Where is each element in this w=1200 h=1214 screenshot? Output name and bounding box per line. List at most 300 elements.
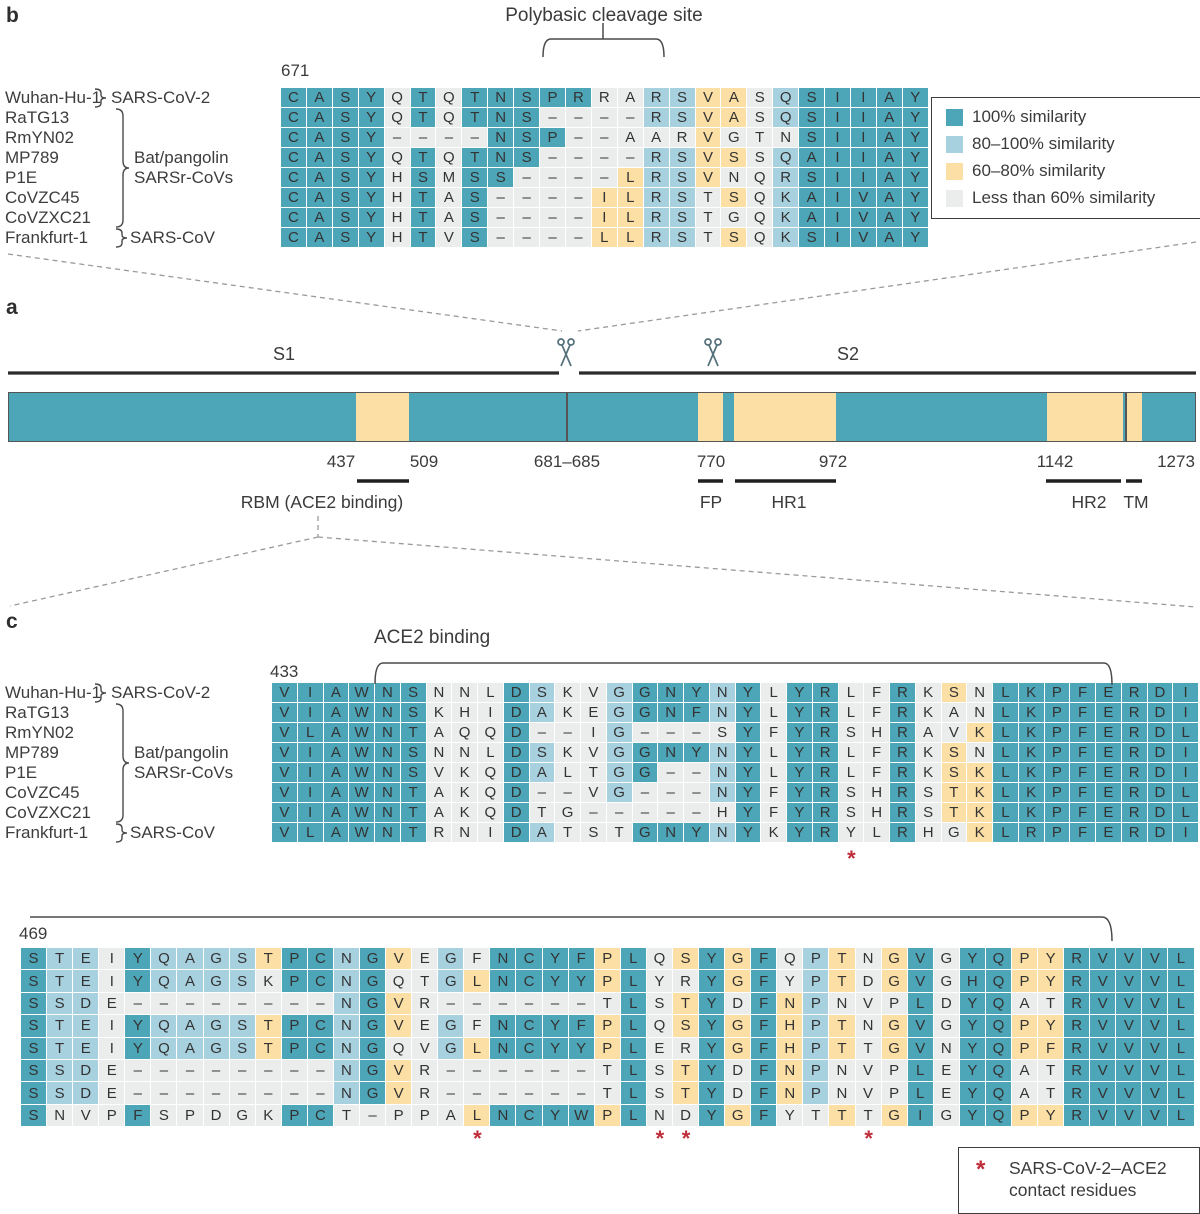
residue-cell: N (773, 128, 798, 147)
residue-cell: I (478, 823, 503, 842)
residue-cell: – (151, 1082, 176, 1103)
residue-cell: L (908, 1082, 933, 1103)
residue-cell: L (839, 683, 864, 702)
ace2-bracket-block2 (30, 917, 1112, 941)
residue-cell: N (710, 683, 735, 702)
residue-cell: I (1173, 683, 1198, 702)
residue-cell: L (761, 703, 786, 722)
residue-cell: T (829, 1038, 854, 1059)
residue-cell: Y (736, 783, 761, 802)
residue-cell: V (1090, 970, 1115, 991)
s2-label: S2 (836, 344, 860, 364)
residue-cell: Y (699, 1082, 724, 1103)
residue-cell: L (1168, 1015, 1193, 1036)
residue-cell: S (333, 208, 358, 227)
residue-cell: T (595, 993, 620, 1014)
residue-cell: P (1045, 683, 1070, 702)
residue-cell: A (877, 188, 902, 207)
legend-label: 80–100% similarity (972, 134, 1115, 153)
residue-cell: Y (1038, 948, 1063, 969)
residue-cell: V (1142, 948, 1167, 969)
residue-cell: T (856, 1105, 881, 1126)
spike-bar-divider (1125, 393, 1127, 441)
residue-cell: V (272, 783, 297, 802)
dashed-connector-b-left (8, 254, 562, 331)
residue-cell: T (411, 108, 436, 127)
residue-cell: V (272, 803, 297, 822)
residue-cell: R (644, 88, 669, 107)
residue-cell: S (151, 1105, 176, 1126)
residue-cell: P (1012, 970, 1037, 991)
residue-cell: K (555, 743, 580, 762)
residue-cell: T (1038, 993, 1063, 1014)
residue-cell: A (877, 128, 902, 147)
residue-cell: S (333, 148, 358, 167)
residue-cell: A (877, 88, 902, 107)
residue-cell: C (516, 1038, 541, 1059)
residue-cell: C (281, 208, 306, 227)
residue-cell: L (621, 948, 646, 969)
sequence-name-label: RmYN02 (5, 723, 74, 742)
residue-cell: P (1045, 763, 1070, 782)
residue-cell: D (504, 743, 529, 762)
residue-cell: N (334, 1015, 359, 1036)
residue-cell: L (908, 993, 933, 1014)
residue-cell: F (751, 1015, 776, 1036)
contact-residue-asterisk: * (473, 1126, 482, 1151)
residue-cell: – (488, 228, 513, 247)
spike-bar-domain-segment (698, 393, 723, 441)
residue-cell: – (256, 993, 281, 1014)
residue-cell: – (464, 1060, 489, 1081)
residue-cell: N (334, 1082, 359, 1103)
residue-cell: R (644, 148, 669, 167)
residue-cell: G (360, 1038, 385, 1059)
residue-cell: Y (903, 88, 928, 107)
residue-cell: E (73, 948, 98, 969)
panel-a-letter: a (6, 296, 18, 319)
residue-cell: V (1090, 1038, 1115, 1059)
residue-cell: T (581, 763, 606, 782)
residue-cell: L (993, 783, 1018, 802)
residue-cell: T (47, 1015, 72, 1036)
residue-cell: G (882, 970, 907, 991)
residue-cell: F (464, 948, 489, 969)
residue-cell: N (334, 948, 359, 969)
residue-cell: Q (386, 970, 411, 991)
residue-cell: N (934, 1038, 959, 1059)
scissors-icon (558, 339, 574, 366)
residue-cell: – (684, 723, 709, 742)
residue-cell: A (644, 128, 669, 147)
residue-cell: V (1116, 1038, 1141, 1059)
contact-legend-line2: contact residues (1009, 1180, 1137, 1200)
residue-cell: R (890, 803, 915, 822)
residue-cell: A (618, 88, 643, 107)
residue-cell: T (462, 88, 487, 107)
sequence-name-label: RmYN02 (5, 128, 74, 147)
residue-cell: T (412, 970, 437, 991)
residue-cell: Y (736, 763, 761, 782)
contact-asterisk-symbol: * (976, 1156, 986, 1183)
residue-cell: – (566, 208, 591, 227)
residue-cell: Y (787, 703, 812, 722)
residue-cell: Y (777, 1105, 802, 1126)
residue-cell: A (799, 208, 824, 227)
residue-cell: – (543, 993, 568, 1014)
residue-cell: S (230, 970, 255, 991)
residue-cell: K (916, 743, 941, 762)
residue-cell: K (1019, 703, 1044, 722)
residue-cell: G (934, 1015, 959, 1036)
residue-cell: L (621, 1082, 646, 1103)
residue-cell: I (851, 108, 876, 127)
residue-cell: T (411, 148, 436, 167)
residue-cell: – (308, 1060, 333, 1081)
residue-cell: W (349, 743, 374, 762)
residue-cell: – (177, 1082, 202, 1103)
residue-cell: S (916, 803, 941, 822)
residue-cell: G (934, 1105, 959, 1126)
contact-legend-text (1009, 1157, 1167, 1201)
contact-residue-asterisk: * (655, 1126, 665, 1151)
residue-cell: – (592, 148, 617, 167)
residue-cell: S (647, 1060, 672, 1081)
residue-cell: D (725, 1082, 750, 1103)
residue-cell: – (543, 1060, 568, 1081)
residue-cell: G (555, 803, 580, 822)
residue-cell: K (256, 970, 281, 991)
residue-cell: S (333, 88, 358, 107)
ace2-bracket-block1 (375, 663, 1112, 685)
residue-cell: F (1038, 1038, 1063, 1059)
residue-cell: A (1012, 993, 1037, 1014)
residue-cell: P (803, 948, 828, 969)
residue-cell: – (256, 1082, 281, 1103)
residue-cell: V (908, 1015, 933, 1036)
residue-cell: A (1012, 1082, 1037, 1103)
residue-cell: P (282, 948, 307, 969)
residue-cell: G (204, 970, 229, 991)
residue-cell: K (916, 683, 941, 702)
residue-cell: N (490, 1038, 515, 1059)
residue-cell: – (488, 188, 513, 207)
residue-cell: D (1148, 743, 1173, 762)
sequence-name-label: CoVZXC21 (5, 208, 91, 227)
residue-cell: W (349, 763, 374, 782)
residue-cell: – (125, 1082, 150, 1103)
residue-cell: R (1064, 1015, 1089, 1036)
residue-cell: N (710, 743, 735, 762)
residue-cell: L (1168, 993, 1193, 1014)
residue-cell: – (438, 993, 463, 1014)
residue-cell: M (436, 168, 461, 187)
residue-cell: T (47, 1038, 72, 1059)
residue-cell: Y (736, 743, 761, 762)
residue-cell: D (504, 763, 529, 782)
residue-cell: L (618, 188, 643, 207)
residue-cell: S (21, 970, 46, 991)
residue-cell: A (307, 228, 332, 247)
group-label: SARS-CoV-2 (111, 88, 211, 107)
residue-cell: V (1116, 948, 1141, 969)
residue-cell: C (308, 948, 333, 969)
residue-cell: L (839, 763, 864, 782)
residue-cell: – (151, 1060, 176, 1081)
residue-cell: Q (986, 970, 1011, 991)
residue-cell: Q (151, 1015, 176, 1036)
residue-cell: S (581, 823, 606, 842)
residue-cell: Y (699, 1015, 724, 1036)
residue-cell: P (882, 1082, 907, 1103)
residue-cell: D (504, 783, 529, 802)
residue-cell: N (452, 823, 477, 842)
residue-cell: S (670, 108, 695, 127)
residue-cell: I (825, 188, 850, 207)
residue-cell: S (21, 993, 46, 1014)
residue-cell: V (908, 970, 933, 991)
residue-cell: V (436, 228, 461, 247)
residue-cell: I (298, 783, 323, 802)
residue-cell: V (272, 823, 297, 842)
residue-cell: S (21, 1105, 46, 1126)
residue-cell: G (725, 1015, 750, 1036)
residue-cell: – (177, 1060, 202, 1081)
residue-cell: V (851, 208, 876, 227)
residue-cell: N (856, 948, 881, 969)
residue-cell: Q (747, 168, 772, 187)
residue-cell: S (799, 88, 824, 107)
residue-cell: Q (773, 88, 798, 107)
residue-cell: C (516, 948, 541, 969)
residue-cell: R (644, 168, 669, 187)
residue-cell: C (281, 88, 306, 107)
residue-cell: L (621, 1038, 646, 1059)
residue-cell: A (177, 1015, 202, 1036)
residue-cell: H (385, 208, 410, 227)
dashed-connector-c-right (318, 537, 1196, 607)
residue-cell: Q (986, 1082, 1011, 1103)
residue-cell: S (942, 683, 967, 702)
residue-cell: – (490, 1060, 515, 1081)
residue-cell: H (777, 1015, 802, 1036)
residue-cell: F (751, 1082, 776, 1103)
residue-cell: – (514, 208, 539, 227)
residue-cell: S (839, 783, 864, 802)
residue-cell: R (1122, 823, 1147, 842)
residue-cell: C (281, 108, 306, 127)
residue-cell: T (607, 823, 632, 842)
residue-cell: C (281, 188, 306, 207)
residue-cell: V (696, 108, 721, 127)
residue-cell: F (751, 1060, 776, 1081)
residue-cell: – (514, 228, 539, 247)
residue-cell: G (360, 993, 385, 1014)
residue-cell: A (436, 188, 461, 207)
residue-cell: P (177, 1105, 202, 1126)
residue-cell: R (890, 823, 915, 842)
residue-cell: K (256, 1105, 281, 1126)
residue-cell: T (530, 803, 555, 822)
residue-cell: F (864, 763, 889, 782)
residue-cell: R (1122, 683, 1147, 702)
contact-residue-asterisk: * (847, 846, 856, 871)
residue-cell: V (386, 1015, 411, 1036)
residue-cell: N (427, 683, 452, 702)
residue-cell: H (864, 803, 889, 822)
residue-cell: R (813, 723, 838, 742)
residue-number-tick: 681–685 (533, 452, 601, 471)
residue-cell: F (1070, 683, 1095, 702)
residue-cell: H (777, 1038, 802, 1059)
residue-cell: V (696, 88, 721, 107)
residue-cell: E (934, 1060, 959, 1081)
residue-cell: Y (359, 188, 384, 207)
residue-cell: I (825, 88, 850, 107)
residue-cell: D (1148, 723, 1173, 742)
residue-cell: – (462, 128, 487, 147)
residue-cell: – (684, 803, 709, 822)
residue-cell: Q (986, 948, 1011, 969)
residue-cell: I (99, 1038, 124, 1059)
residue-cell: F (1070, 763, 1095, 782)
residue-cell: S (462, 208, 487, 227)
residue-cell: N (375, 823, 400, 842)
residue-cell: S (462, 188, 487, 207)
residue-cell: Y (960, 1015, 985, 1036)
residue-cell: A (438, 1105, 463, 1126)
residue-cell: – (204, 993, 229, 1014)
residue-cell: A (427, 723, 452, 742)
residue-cell: I (851, 88, 876, 107)
residue-cell: N (829, 993, 854, 1014)
residue-cell: N (967, 743, 992, 762)
residue-cell: Y (359, 148, 384, 167)
residue-cell: Y (960, 1082, 985, 1103)
residue-cell: I (1173, 823, 1198, 842)
residue-cell: T (942, 803, 967, 822)
residue-cell: L (993, 803, 1018, 822)
residue-cell: A (427, 803, 452, 822)
residue-cell: L (621, 1060, 646, 1081)
residue-cell: K (452, 803, 477, 822)
residue-cell: I (825, 148, 850, 167)
residue-cell: G (882, 948, 907, 969)
residue-cell: S (670, 208, 695, 227)
residue-cell: I (99, 948, 124, 969)
residue-cell: L (618, 168, 643, 187)
residue-cell: I (851, 148, 876, 167)
residue-cell: N (658, 743, 683, 762)
residue-cell: G (942, 823, 967, 842)
residue-cell: H (385, 188, 410, 207)
residue-cell: D (504, 723, 529, 742)
residue-cell: P (1012, 1015, 1037, 1036)
residue-cell: V (1142, 1038, 1167, 1059)
residue-cell: N (375, 743, 400, 762)
residue-cell: V (427, 763, 452, 782)
residue-cell: G (725, 970, 750, 991)
sequence-name-label: Wuhan-Hu-1 (5, 88, 102, 107)
residue-cell: Q (647, 1015, 672, 1036)
residue-cell: – (618, 148, 643, 167)
group-label: SARSr-CoVs (134, 168, 234, 187)
residue-cell: G (725, 948, 750, 969)
residue-cell: A (307, 128, 332, 147)
residue-cell: T (256, 1015, 281, 1036)
residue-cell: V (386, 948, 411, 969)
residue-cell: A (307, 208, 332, 227)
residue-cell: S (670, 188, 695, 207)
residue-cell: L (864, 823, 889, 842)
residue-cell: N (777, 1060, 802, 1081)
residue-cell: S (21, 948, 46, 969)
residue-cell: D (1148, 783, 1173, 802)
residue-cell: Q (777, 948, 802, 969)
legend-swatch-orange (946, 163, 963, 180)
residue-cell: E (934, 1082, 959, 1103)
dashed-connector-b-right (578, 242, 1196, 331)
residue-cell: – (566, 128, 591, 147)
residue-cell: W (349, 683, 374, 702)
residue-cell: C (281, 148, 306, 167)
residue-cell: P (882, 1060, 907, 1081)
sequence-name-label: RaTG13 (5, 108, 70, 127)
residue-cell: L (1168, 970, 1193, 991)
domain-label: TM (1123, 492, 1149, 512)
residue-cell: F (864, 703, 889, 722)
residue-cell: Y (736, 803, 761, 822)
sequence-name-label: Frankfurt-1 (5, 823, 89, 842)
residue-cell: V (272, 703, 297, 722)
residue-cell: L (993, 763, 1018, 782)
residue-cell: P (282, 1038, 307, 1059)
residue-cell: E (581, 703, 606, 722)
residue-cell: G (725, 1105, 750, 1126)
residue-cell: A (177, 948, 202, 969)
residue-cell: A (721, 88, 746, 107)
residue-cell: N (488, 88, 513, 107)
residue-cell: P (1045, 823, 1070, 842)
residue-cell: G (721, 128, 746, 147)
residue-cell: E (99, 993, 124, 1014)
residue-cell: S (670, 168, 695, 187)
residue-cell: I (1173, 703, 1198, 722)
residue-cell: F (751, 1038, 776, 1059)
residue-cell: L (621, 970, 646, 991)
group-label: SARSr-CoVs (134, 763, 234, 782)
residue-cell: N (658, 823, 683, 842)
residue-cell: A (799, 148, 824, 167)
residue-cell: Y (1038, 970, 1063, 991)
residue-cell: R (813, 703, 838, 722)
residue-cell: S (721, 148, 746, 167)
residue-cell: V (1090, 1082, 1115, 1103)
residue-cell: N (375, 783, 400, 802)
residue-cell: F (1070, 703, 1095, 722)
residue-cell: E (73, 970, 98, 991)
residue-cell: R (773, 168, 798, 187)
residue-cell: F (569, 948, 594, 969)
residue-cell: N (452, 743, 477, 762)
residue-cell: S (747, 88, 772, 107)
residue-cell: A (1012, 1060, 1037, 1081)
residue-cell: R (670, 128, 695, 147)
residue-cell: – (566, 228, 591, 247)
residue-cell: Y (543, 1105, 568, 1126)
residue-cell: P (595, 970, 620, 991)
residue-cell: W (349, 783, 374, 802)
